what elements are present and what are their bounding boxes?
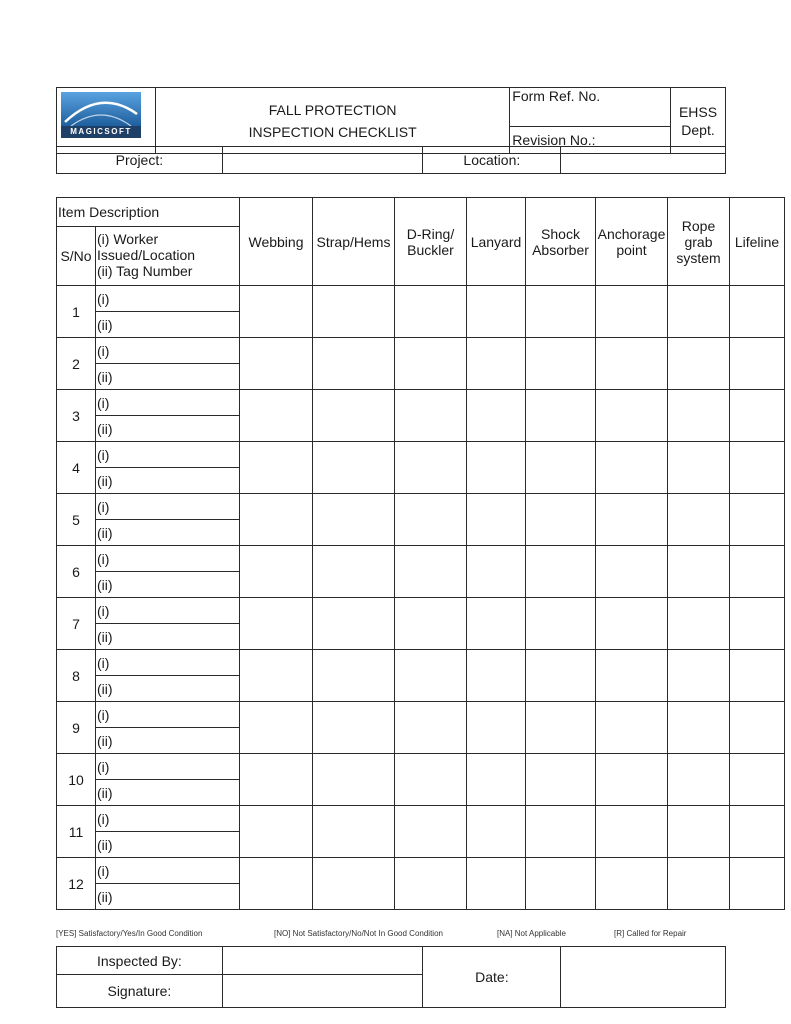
table-row [57,754,785,780]
table-row [57,598,785,624]
check-cell[interactable] [467,806,526,858]
worker-field[interactable]: (i) [96,858,240,884]
column-header-line: point [616,241,647,258]
column-header [668,198,730,286]
project-row [56,146,726,174]
row-number: 2 [57,338,96,390]
check-cell[interactable] [240,286,313,338]
location-field[interactable] [561,147,726,174]
check-cell[interactable] [596,546,668,598]
check-cell[interactable] [668,598,730,650]
row-number: 4 [57,442,96,494]
check-cell[interactable] [313,754,395,806]
column-header [526,198,596,286]
row-number: 10 [57,754,96,806]
form-header [56,87,726,154]
legend-yes: [YES] Satisfactory/Yes/In Good Condition [56,929,203,938]
check-cell[interactable] [668,390,730,442]
revision-field[interactable]: Revision No.: [510,127,671,154]
signature-label: Signature: [57,975,223,1008]
row-number: 1 [57,286,96,338]
check-cell[interactable] [467,286,526,338]
worker-field[interactable]: (i) [96,494,240,520]
check-cell[interactable] [730,702,785,754]
check-cell[interactable] [467,442,526,494]
tag-number-field[interactable]: (ii) [96,572,240,598]
check-cell[interactable] [730,858,785,910]
check-cell[interactable] [467,754,526,806]
date-field[interactable] [561,947,726,1008]
worker-field[interactable]: (i) [96,598,240,624]
title-line-2: INSPECTION CHECKLIST [248,123,417,140]
column-header-line: Lifeline [734,233,780,250]
inspection-grid [56,197,785,910]
table-row [57,858,785,884]
check-cell[interactable] [240,650,313,702]
table-row [57,546,785,572]
check-cell[interactable] [730,598,785,650]
check-cell[interactable] [668,650,730,702]
tag-number-field[interactable]: (ii) [96,624,240,650]
check-cell[interactable] [467,338,526,390]
check-cell[interactable] [395,806,467,858]
check-cell[interactable] [240,858,313,910]
table-row [57,702,785,728]
table-row [57,286,785,312]
check-cell[interactable] [730,754,785,806]
check-cell[interactable] [395,286,467,338]
logo-text: MAGICSOFT [61,126,141,138]
sub-header-line-3: (ii) Tag Number [97,263,193,279]
check-cell[interactable] [313,598,395,650]
check-cell[interactable] [526,286,596,338]
row-number: 3 [57,390,96,442]
check-cell[interactable] [467,598,526,650]
item-description-header: Item Description [57,198,240,227]
check-cell[interactable] [668,442,730,494]
worker-field[interactable]: (i) [96,338,240,364]
check-cell[interactable] [526,806,596,858]
check-cell[interactable] [730,286,785,338]
tag-number-field[interactable]: (ii) [96,312,240,338]
check-cell[interactable] [526,390,596,442]
check-cell[interactable] [526,650,596,702]
legend-na: [NA] Not Applicable [497,929,566,938]
tag-number-field[interactable]: (ii) [96,676,240,702]
column-header [730,198,785,286]
check-cell[interactable] [730,338,785,390]
row-number: 8 [57,650,96,702]
check-cell[interactable] [668,494,730,546]
check-cell[interactable] [313,858,395,910]
project-field[interactable] [222,147,423,174]
column-header-line: Absorber [532,241,589,258]
check-cell[interactable] [313,546,395,598]
table-row [57,650,785,676]
worker-field[interactable]: (i) [96,702,240,728]
check-cell[interactable] [596,754,668,806]
check-cell[interactable] [467,390,526,442]
check-cell[interactable] [467,650,526,702]
column-header-line: system [676,249,721,266]
check-cell[interactable] [395,494,467,546]
column-header-line: D-Ring/ [406,225,455,242]
check-cell[interactable] [668,702,730,754]
check-cell[interactable] [526,338,596,390]
check-cell[interactable] [240,702,313,754]
row-number: 5 [57,494,96,546]
check-cell[interactable] [395,702,467,754]
row-number: 9 [57,702,96,754]
signoff-block [56,946,726,1008]
check-cell[interactable] [668,546,730,598]
worker-tag-header [96,227,240,286]
worker-field[interactable]: (i) [96,442,240,468]
check-cell[interactable] [668,754,730,806]
check-cell[interactable] [395,858,467,910]
check-cell[interactable] [596,858,668,910]
table-row [57,390,785,416]
row-number: 11 [57,806,96,858]
title-line-1: FALL PROTECTION [268,101,397,118]
check-cell[interactable] [730,390,785,442]
check-cell[interactable] [313,442,395,494]
worker-field[interactable]: (i) [96,546,240,572]
column-header [240,198,313,286]
check-cell[interactable] [730,442,785,494]
column-header [395,198,467,286]
dept-line-2: Dept. [681,121,715,138]
check-cell[interactable] [240,806,313,858]
column-header-line: Rope [681,217,716,234]
check-cell[interactable] [596,650,668,702]
table-row [57,494,785,520]
worker-field[interactable]: (i) [96,390,240,416]
check-cell[interactable] [240,546,313,598]
check-cell[interactable] [313,650,395,702]
column-header-line: Webbing [248,233,304,250]
check-cell[interactable] [526,754,596,806]
legend-no: [NO] Not Satisfactory/No/Not In Good Condition [274,929,443,938]
check-cell[interactable] [596,806,668,858]
tag-number-field[interactable]: (ii) [96,832,240,858]
form-title [155,88,509,154]
column-header-line: Buckler [407,241,454,258]
inspected-by-field[interactable] [222,947,423,975]
check-cell[interactable] [526,598,596,650]
company-logo [61,92,141,138]
table-row [57,338,785,364]
column-header-line: grab [684,233,713,250]
tag-number-field[interactable]: (ii) [96,364,240,390]
check-cell[interactable] [526,858,596,910]
logo-graphic-icon [61,92,141,126]
tag-number-field[interactable]: (ii) [96,728,240,754]
column-header-line: Lanyard [470,233,522,250]
check-cell[interactable] [526,546,596,598]
check-cell[interactable] [240,754,313,806]
check-cell[interactable] [395,442,467,494]
check-cell[interactable] [240,338,313,390]
inspected-by-label: Inspected By: [57,947,223,975]
check-cell[interactable] [395,754,467,806]
check-cell[interactable] [730,494,785,546]
tag-number-field[interactable]: (ii) [96,520,240,546]
check-cell[interactable] [526,702,596,754]
sno-header: S/No [57,227,96,286]
check-cell[interactable] [240,494,313,546]
project-label: Project: [57,147,223,174]
table-row [57,806,785,832]
check-cell[interactable] [395,598,467,650]
tag-number-field[interactable]: (ii) [96,884,240,910]
check-cell[interactable] [668,286,730,338]
worker-field[interactable]: (i) [96,754,240,780]
tag-number-field[interactable]: (ii) [96,468,240,494]
check-cell[interactable] [730,546,785,598]
check-cell[interactable] [668,338,730,390]
check-cell[interactable] [526,494,596,546]
check-cell[interactable] [240,442,313,494]
tag-number-field[interactable]: (ii) [96,780,240,806]
form-ref-field[interactable]: Form Ref. No. [510,88,671,127]
check-cell[interactable] [467,546,526,598]
logo-cell [57,88,156,154]
column-header-line: Strap/Hems [316,233,391,250]
check-cell[interactable] [668,806,730,858]
check-cell[interactable] [596,494,668,546]
column-header [596,198,668,286]
check-cell[interactable] [313,494,395,546]
check-cell[interactable] [313,286,395,338]
check-cell[interactable] [596,702,668,754]
check-cell[interactable] [313,806,395,858]
check-cell[interactable] [596,338,668,390]
check-cell[interactable] [240,598,313,650]
check-cell[interactable] [313,702,395,754]
row-number: 7 [57,598,96,650]
worker-field[interactable]: (i) [96,286,240,312]
tag-number-field[interactable]: (ii) [96,416,240,442]
check-cell[interactable] [395,650,467,702]
row-number: 12 [57,858,96,910]
date-label: Date: [423,947,561,1008]
column-header-line: Anchorage [597,225,666,242]
check-cell[interactable] [668,858,730,910]
department-cell [671,88,726,154]
column-header-line: Shock [541,225,580,242]
worker-field[interactable]: (i) [96,650,240,676]
check-cell[interactable] [240,390,313,442]
column-header [313,198,395,286]
worker-field[interactable]: (i) [96,806,240,832]
check-cell[interactable] [313,338,395,390]
check-cell[interactable] [596,286,668,338]
location-label: Location: [423,147,561,174]
sub-header-line-1: (i) Worker [97,231,159,247]
legend-repair: [R] Called for Repair [614,929,687,938]
check-cell[interactable] [730,806,785,858]
check-cell[interactable] [395,338,467,390]
column-header [467,198,526,286]
check-cell[interactable] [467,494,526,546]
check-cell[interactable] [596,390,668,442]
check-cell[interactable] [313,390,395,442]
check-cell[interactable] [596,442,668,494]
check-cell[interactable] [596,598,668,650]
legend [56,929,786,943]
check-cell[interactable] [467,702,526,754]
check-cell[interactable] [526,442,596,494]
signature-field[interactable] [222,975,423,1008]
check-cell[interactable] [467,858,526,910]
check-cell[interactable] [730,650,785,702]
dept-line-1: EHSS [678,103,718,120]
row-number: 6 [57,546,96,598]
check-cell[interactable] [395,546,467,598]
check-cell[interactable] [395,390,467,442]
table-row [57,442,785,468]
sub-header-line-2: Issued/Location [97,247,196,263]
